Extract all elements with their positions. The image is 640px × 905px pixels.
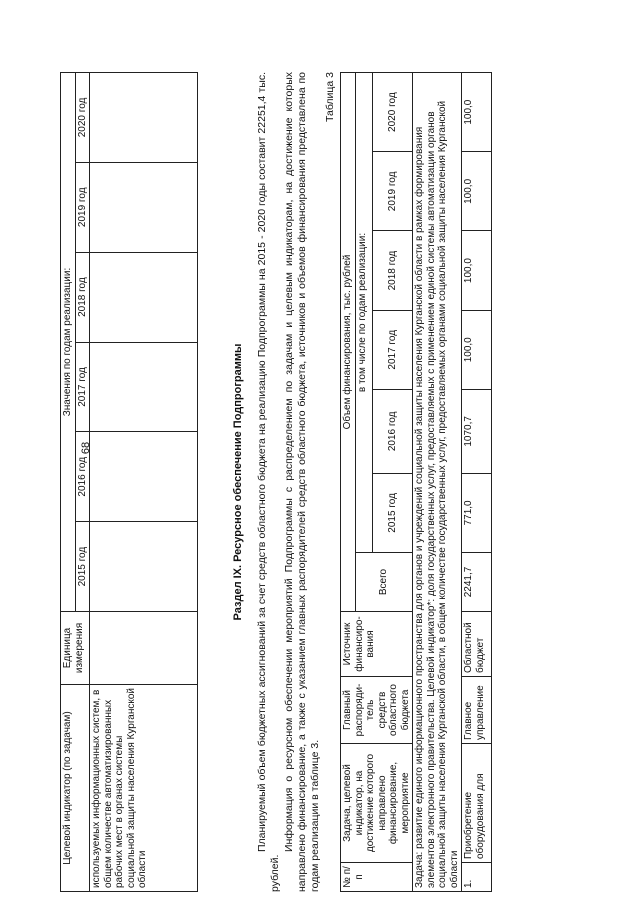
indicator-cell: используемых информационных систем, в общем количестве автоматизированных рабочих мест в органах системы социальной защиты населения Курганской области <box>90 685 198 892</box>
row-task: Приобретение оборудования для <box>462 744 492 863</box>
row-manager: Главное управление <box>462 677 492 744</box>
header-year: 2016 год <box>373 389 413 473</box>
row-value: 100,0 <box>462 73 492 152</box>
header-year: 2016 год <box>75 432 90 522</box>
header-by-years: в том числе по годам реализации: <box>355 73 373 553</box>
value-cell <box>90 252 198 342</box>
header-unit: Единица измерения <box>61 612 90 685</box>
resource-table <box>340 72 492 892</box>
header-year: 2018 год <box>373 231 413 310</box>
header-year: 2017 год <box>75 342 90 432</box>
paragraph-budget: Планируемый объем бюджетных ассигнований за счет средств областного бюджета на реализацию Подпрограммы на 2015 - 2020 годы составит 22251,4 тыс. рублей. <box>256 72 281 892</box>
header-year: 2020 год <box>75 73 90 163</box>
header-year: 2019 год <box>75 162 90 252</box>
row-value: 100,0 <box>462 231 492 310</box>
header-manager: Главный распоряди-тель средств областного бюджета <box>341 677 413 744</box>
header-task: Задача, целевой индикатор, на достижение которого направлено финансирование, мероприятие <box>341 744 413 863</box>
section-heading: Раздел IX. Ресурсное обеспечение Подпрограммы <box>232 343 244 621</box>
header-year: 2015 год <box>75 522 90 612</box>
header-total: Всего <box>355 553 413 612</box>
task-row: Задача: развитие единого информационного пространства для органов и учреждений социальной защиты населения Курганской области в рамках формирования элементов электронного правительства. Целевой индикатор*: доля государственных услуг, предоставляемых с применением единой системы автоматизации органов социальной защиты населения Курганской области, в общем количестве государственных услуг, предоставляемых органами социальной защиты населения Курганской области <box>413 73 462 892</box>
value-cell <box>90 522 198 612</box>
header-num: № п/ п <box>341 863 413 892</box>
value-cell <box>90 432 198 522</box>
header-values-by-year: Значения по годам реализации: <box>61 73 76 612</box>
paragraph-info: Информация о ресурсном обеспечении мероприятий Подпрограммы с распределением по задачам и целевым индикаторам, на достижение которых направлено финансирование, а также с указанием главных распорядителей средств областного бюджета, источников и объемов финансирования представлена по годам реализации в таблице 3. <box>283 72 321 892</box>
value-cell <box>90 73 198 163</box>
row-value: 100,0 <box>462 310 492 389</box>
row-total: 2241,7 <box>462 553 492 612</box>
row-value: 771,0 <box>462 473 492 552</box>
table-label: Таблица 3 <box>324 72 336 122</box>
top-table <box>60 72 198 892</box>
header-indicator: Целевой индикатор (по задачам) <box>61 685 90 892</box>
header-year: 2019 год <box>373 152 413 231</box>
header-volume: Объем финансирования, тыс. рублей <box>341 73 356 612</box>
header-year: 2020 год <box>373 73 413 152</box>
row-value: 100,0 <box>462 152 492 231</box>
value-cell <box>90 342 198 432</box>
page-number: 68 <box>80 441 92 455</box>
header-year: 2018 год <box>75 252 90 342</box>
row-num: 1. <box>462 863 492 892</box>
row-value: 1070,7 <box>462 389 492 473</box>
header-year: 2017 год <box>373 310 413 389</box>
value-cell <box>90 162 198 252</box>
header-year: 2015 год <box>373 473 413 552</box>
row-source: Областной бюджет <box>462 612 492 677</box>
rotated-page <box>60 12 620 892</box>
unit-cell <box>90 612 198 685</box>
header-source: Источник финансиро-вания <box>341 612 413 677</box>
